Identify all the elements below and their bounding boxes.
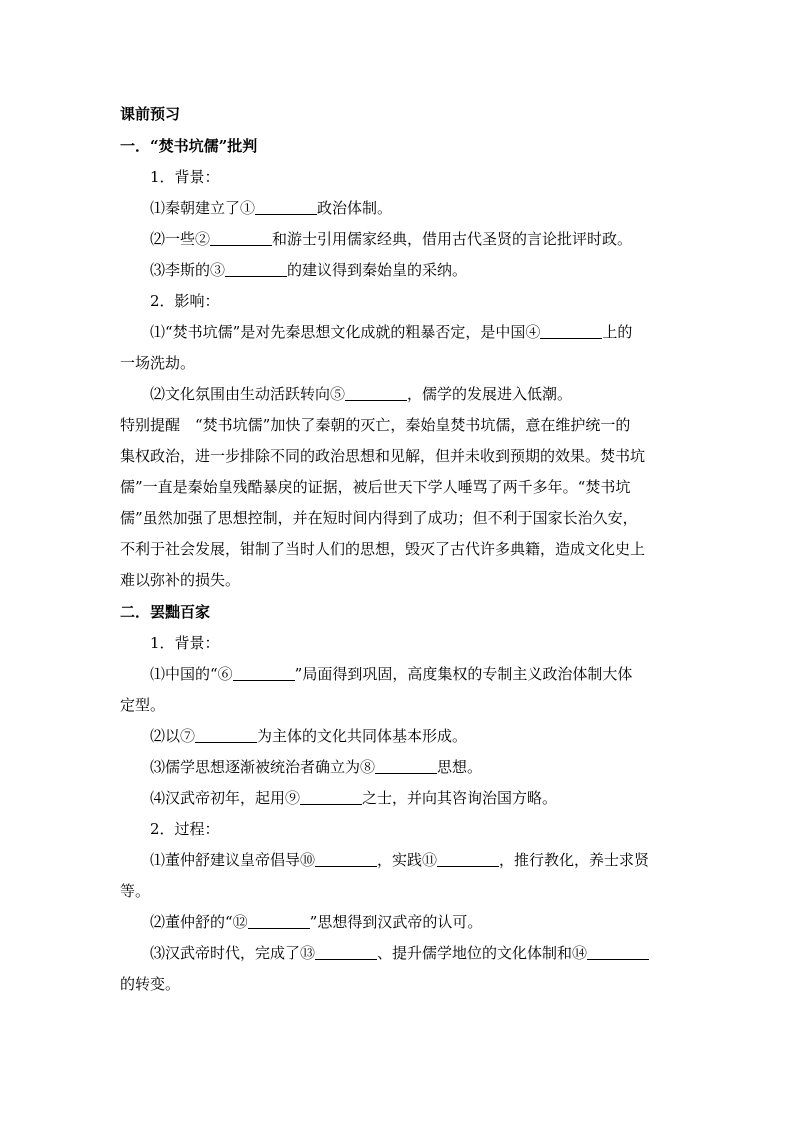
blank-2[interactable] [210,227,272,246]
note-line: 特别提醒 “焚书坑儒”加快了秦朝的灭亡，秦始皇焚书坑儒，意在维护统一的 [120,416,631,434]
text: 为主体的文化共同体基本形成。 [257,727,468,745]
text: ⑵以⑦ [150,727,196,745]
text: ⑴中国的“⑥ [150,665,233,683]
s2-process-item-3 [120,938,676,969]
blank-7[interactable] [195,724,257,743]
s2-process-item-1 [120,845,676,876]
page-title: 课前预习 [120,105,181,123]
s1-impact-label: 2．影响： [150,292,220,310]
text: 之士，并向其咨询治国方略。 [362,789,558,807]
blank-4[interactable] [540,320,602,339]
note-line: 儒”一直是秦始皇残酷暴戾的证据，被后世天下学人唾骂了两千多年。“焚书坑 [120,478,631,496]
text: ⑶汉武帝时代，完成了⑬ [150,944,316,962]
text: 和游士引用儒家经典，借用古代圣贤的言论批评时政。 [272,230,633,248]
blank-1[interactable] [255,196,317,215]
blank-14[interactable] [587,941,649,960]
s1-impact-item-2 [120,379,676,410]
s1-impact-item-1-cont: 一场洗劫。 [120,354,196,372]
text: ”局面得到巩固，高度集权的专制主义政治体制大体 [294,665,633,683]
s2-bg-item-1 [120,659,676,690]
blank-5[interactable] [345,382,407,401]
s2-background-label: 1．背景： [150,634,220,652]
text: ⑶李斯的③ [150,261,226,279]
text: 政治体制。 [317,199,393,217]
note-line: 难以弥补的损失。 [120,571,241,589]
text: ⑴秦朝建立了① [150,199,256,217]
s1-bg-item-2 [120,224,676,255]
text: 上的 [602,323,633,341]
blank-9[interactable] [300,786,362,805]
s2-bg-item-2 [120,721,676,752]
blank-11[interactable] [437,848,499,867]
text: ⑵一些② [150,230,211,248]
text: ”思想得到汉武帝的认可。 [309,913,483,931]
note-line: 儒”虽然加强了思想控制，并在短时间内得到了成功；但不利于国家长治久安， [120,509,638,527]
s1-bg-item-1 [120,193,676,224]
note-line: 不利于社会发展，钳制了当时人们的思想，毁灭了古代许多典籍，造成文化史上 [120,540,646,558]
s2-bg-item-1-cont: 定型。 [120,696,166,714]
text: 的建议得到秦始皇的采纳。 [287,261,468,279]
s1-impact-item-1 [120,317,676,348]
text: ，推行教化，养士求贤 [499,851,650,869]
text: 、提升儒学地位的文化体制和⑭ [377,944,588,962]
s1-bg-item-3 [120,255,676,286]
text: ⑴“焚书坑儒”是对先秦思想文化成就的粗暴否定，是中国④ [150,323,541,341]
text: ，实践⑪ [377,851,438,869]
s2-process-label: 2．过程： [150,820,220,838]
text: 思想。 [437,758,483,776]
s1-background-label: 1．背景： [150,168,220,186]
blank-12[interactable] [248,910,310,929]
text: ，儒学的发展进入低潮。 [407,385,573,403]
document-content [120,98,676,1000]
blank-13[interactable] [315,941,377,960]
special-note [120,410,676,596]
blank-10[interactable] [315,848,377,867]
section1-heading: 一．“焚书坑儒”批判 [120,137,258,155]
text: ⑶儒学思想逐渐被统治者确立为⑧ [150,758,376,776]
text: ⑵文化氛围由生动活跃转向⑤ [150,385,346,403]
blank-3[interactable] [225,258,287,277]
text: ⑴董仲舒建议皇帝倡导⑩ [150,851,316,869]
blank-8[interactable] [375,755,437,774]
s2-process-item-3-cont: 的转变。 [120,975,181,993]
note-line: 集权政治，进一步排除不同的政治思想和见解，但并未收到预期的效果。焚书坑 [120,447,646,465]
text: ⑵董仲舒的“⑫ [150,913,248,931]
s2-bg-item-4 [120,783,676,814]
s2-bg-item-3 [120,752,676,783]
s2-process-item-2 [120,907,676,938]
text: ⑷汉武帝初年，起用⑨ [150,789,301,807]
s2-process-item-1-cont: 等。 [120,882,151,900]
section2-heading: 二．罢黜百家 [120,603,211,621]
blank-6[interactable] [233,662,295,681]
